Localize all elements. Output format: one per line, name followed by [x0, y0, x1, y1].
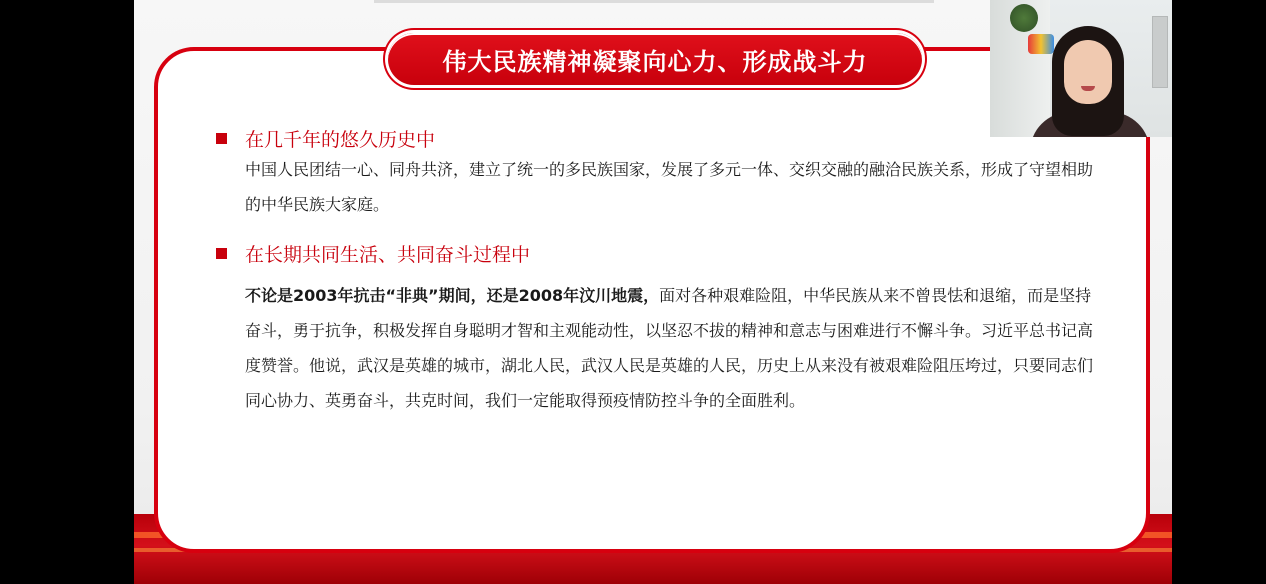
section-1-paragraph: 中国人民团结一心、同舟共济，建立了统一的多民族国家，发展了多元一体、交织交融的融洽民族关系，形成了守望相助的中华民族大家庭。 [245, 160, 1094, 214]
webcam-toy [1028, 34, 1054, 54]
webcam-wall-frame [1152, 16, 1168, 88]
slide-title: 伟大民族精神凝聚向心力、形成战斗力 [388, 33, 922, 85]
webcam-video-overlay [990, 0, 1172, 137]
section-1-heading: 在几千年的悠久历史中 [245, 129, 436, 151]
red-square-bullet-icon [216, 248, 227, 259]
letterbox-right [1172, 0, 1266, 584]
webcam-plant [1010, 4, 1038, 32]
red-square-bullet-icon [216, 133, 227, 144]
slide-top-bar [374, 0, 934, 3]
section-2-paragraph-bold: 不论是2003年抗击“非典”期间，还是2008年汶川地震， [245, 286, 660, 305]
section-2-paragraph [245, 278, 1105, 418]
section-2-paragraph-text: 面对各种艰难险阻，中华民族从来不曾畏怯和退缩，而是坚持奋斗，勇于抗争，积极发挥自身聪明才智和主观能动性，以坚忍不拔的精神和意志与困难进行不懈斗争。习近平总书记高度赞誉。他说，武汉是英雄的城市，湖北人民，武汉人民是英雄的人民，历史上从来没有被艰难险阻压垮过，只要同志们同心协力、英勇奋斗，共克时间，我们一定能取得预疫情防控斗争的全面胜利。 [245, 286, 1094, 410]
section-2-heading: 在长期共同生活、共同奋斗过程中 [245, 244, 531, 266]
webcam-presenter-face [1064, 40, 1112, 104]
